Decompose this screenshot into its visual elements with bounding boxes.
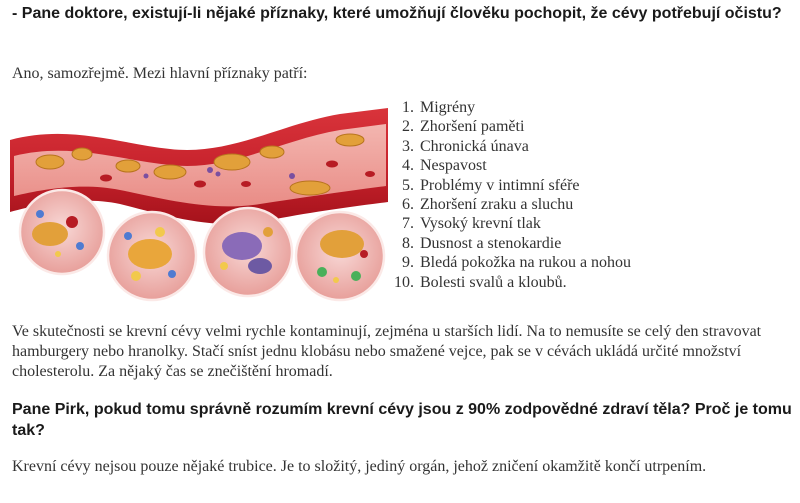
intro-text: Ano, samozřejmě. Mezi hlavní příznaky patří:	[12, 65, 308, 82]
body-paragraph: Ve skutečnosti se krevní cévy velmi rychle kontaminují, zejména u starších lidí. Na to nemusíte se celý den stravovat hamburgery nebo hranolky. Stačí sníst jednu klobásu nebo smažené vejce, pak se v cévách ukládá určité množství cholesterolu. Za nějaký čas se znečištění hromadí.	[12, 323, 762, 380]
list-item: 6. Zhoršení zraku a sluchu	[418, 195, 631, 214]
body-paragraph: Krevní cévy nejsou pouze nějaké trubice. Je to složitý, jediný orgán, jehož zničení okamžitě končí utrpením.	[12, 458, 707, 475]
list-item: 4. Nespavost	[418, 156, 631, 175]
list-item: 7. Vysoký krevní tlak	[418, 214, 631, 233]
list-item: 3. Chronická únava	[418, 137, 631, 156]
list-item: 1. Migrény	[418, 98, 631, 117]
list-item: 5. Problémy v intimní sféře	[418, 176, 631, 195]
question-heading: - Pane doktore, existují-li nějaké příznaky, které umožňují člověku pochopit, že cévy potřebují očistu?	[12, 5, 782, 22]
list-item: 10. Bolesti svalů a kloubů.	[418, 273, 631, 292]
list-item: 8. Dusnost a stenokardie	[418, 234, 631, 253]
list-item: 9. Bledá pokožka na rukou a nohou	[418, 253, 631, 272]
question-heading: Pane Pirk, pokud tomu správně rozumím krevní cévy jsou z 90% zodpovědné zdraví těla? Proč je tomu tak?	[12, 401, 792, 439]
blood-vessel-illustration	[10, 104, 388, 304]
list-item: 2. Zhoršení paměti	[418, 117, 631, 136]
symptoms-list	[381, 98, 631, 292]
